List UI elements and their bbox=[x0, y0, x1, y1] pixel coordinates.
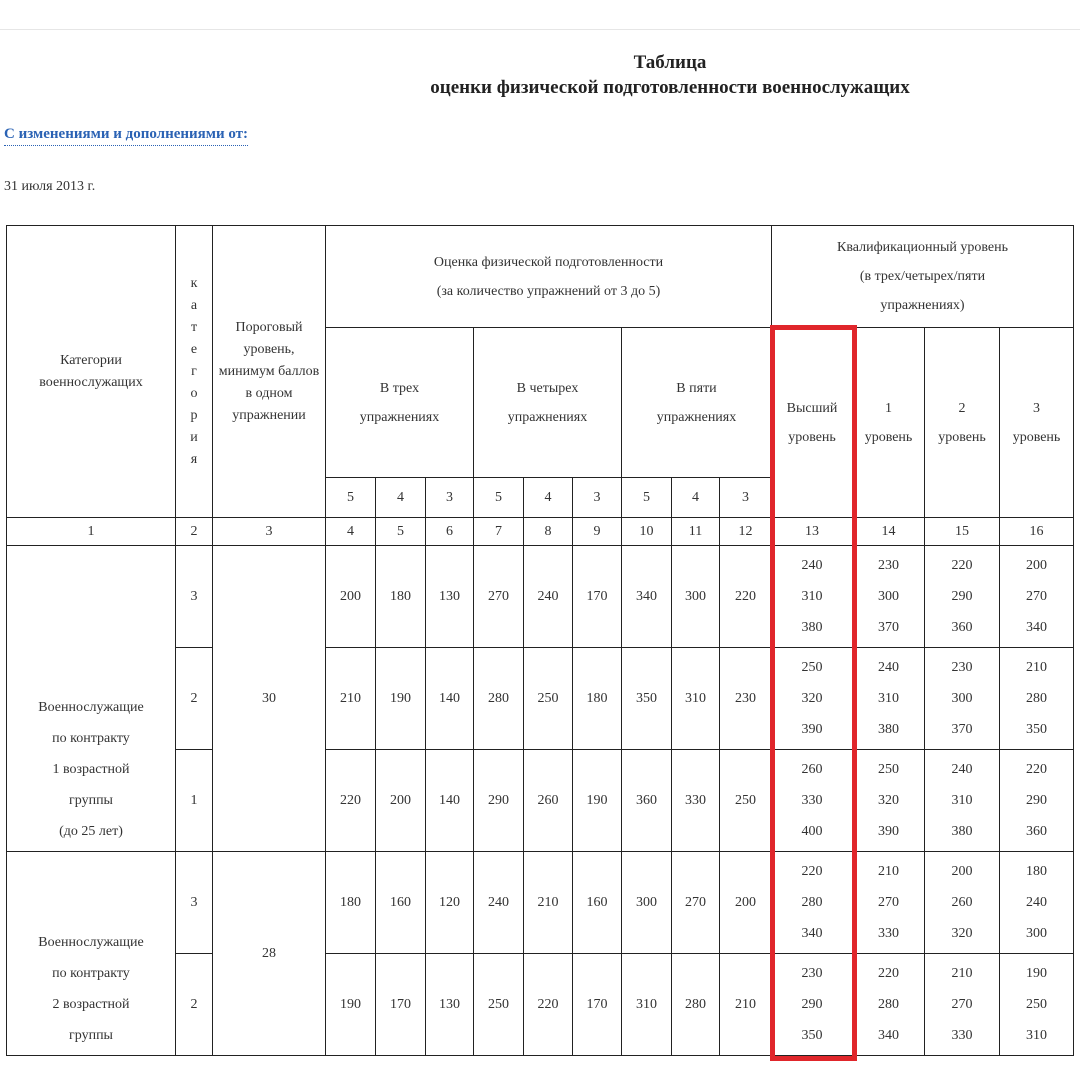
score-cell: 200 bbox=[720, 852, 772, 954]
score-cell: 250 bbox=[720, 750, 772, 852]
header-qualification-group: Квалификационный уровень (в трех/четырех/пяти упражнениях) bbox=[772, 226, 1074, 328]
qualification-value: 280 bbox=[801, 895, 823, 910]
category-cell: 2 bbox=[176, 648, 213, 750]
qualification-value: 360 bbox=[1026, 824, 1047, 839]
qualification-value: 290 bbox=[951, 589, 973, 604]
score-cell: 260 bbox=[524, 750, 573, 852]
score-cell: 160 bbox=[573, 852, 622, 954]
qualification-value: 250 bbox=[1026, 997, 1047, 1012]
threshold-cell: 30 bbox=[213, 546, 326, 852]
qualification-value: 320 bbox=[801, 691, 823, 706]
group-name-line: по контракту bbox=[52, 966, 130, 981]
qualification-value: 300 bbox=[1026, 926, 1047, 941]
changes-date: 31 июля 2013 г. bbox=[4, 179, 96, 194]
grade-header-cell: 3 bbox=[573, 478, 622, 518]
qualification-value: 240 bbox=[1026, 895, 1047, 910]
score-cell: 160 bbox=[376, 852, 426, 954]
qualification-value: 270 bbox=[951, 997, 973, 1012]
score-cell: 130 bbox=[426, 954, 474, 1056]
group-name-line: (до 25 лет) bbox=[59, 824, 123, 839]
category-letter: г bbox=[191, 363, 197, 379]
qualification-value: 360 bbox=[951, 620, 973, 635]
column-number-cell: 16 bbox=[1000, 518, 1074, 546]
category-letter: е bbox=[190, 341, 198, 357]
qualification-value: 230 bbox=[801, 966, 823, 981]
qualification-value: 370 bbox=[951, 722, 973, 737]
qualification-value: 310 bbox=[951, 793, 973, 808]
page-subtitle: оценки физической подготовленности военнослужащих bbox=[430, 77, 910, 98]
top-level-cell bbox=[772, 852, 853, 954]
qualification-value: 340 bbox=[878, 1028, 899, 1043]
changes-link[interactable]: С изменениями и дополнениями от: bbox=[4, 126, 248, 146]
table-row bbox=[7, 852, 1074, 954]
grade-header-cell: 4 bbox=[672, 478, 720, 518]
score-cell: 280 bbox=[672, 954, 720, 1056]
qualification-value: 220 bbox=[878, 966, 899, 981]
qualification-value: 320 bbox=[878, 793, 899, 808]
score-cell: 140 bbox=[426, 750, 474, 852]
score-cell: 170 bbox=[573, 954, 622, 1056]
column-number-cell: 11 bbox=[672, 518, 720, 546]
qualification-value: 280 bbox=[878, 997, 899, 1012]
column-number-cell: 4 bbox=[326, 518, 376, 546]
qualification-value: 350 bbox=[1026, 722, 1047, 737]
qualification-value: 220 bbox=[801, 864, 823, 879]
qualification-value: 230 bbox=[878, 558, 899, 573]
group-name-line: Военнослужащие bbox=[38, 700, 144, 715]
score-cell: 170 bbox=[376, 954, 426, 1056]
threshold-cell: 28 bbox=[213, 852, 326, 1056]
category-letter: и bbox=[190, 429, 198, 445]
qualification-value: 270 bbox=[878, 895, 899, 910]
grade-header-cell: 4 bbox=[376, 478, 426, 518]
qualification-value: 380 bbox=[951, 824, 973, 839]
qualification-value: 310 bbox=[1026, 1028, 1047, 1043]
column-number-cell: 9 bbox=[573, 518, 622, 546]
qualification-value: 340 bbox=[801, 926, 823, 941]
qualification-value: 390 bbox=[801, 722, 823, 737]
qualification-value: 210 bbox=[1026, 660, 1047, 675]
qualification-value: 390 bbox=[878, 824, 899, 839]
group-name-line: Военнослужащие bbox=[38, 935, 144, 950]
grade-header-cell: 5 bbox=[326, 478, 376, 518]
score-cell: 270 bbox=[474, 546, 524, 648]
qualification-value: 330 bbox=[801, 793, 823, 808]
score-cell: 360 bbox=[622, 750, 672, 852]
qualification-value: 210 bbox=[878, 864, 899, 879]
qualification-value: 340 bbox=[1026, 620, 1047, 635]
score-cell: 300 bbox=[672, 546, 720, 648]
score-cell: 250 bbox=[474, 954, 524, 1056]
qualification-value: 290 bbox=[801, 997, 823, 1012]
score-cell: 210 bbox=[326, 648, 376, 750]
column-number-cell: 1 bbox=[7, 518, 176, 546]
category-letter: т bbox=[190, 319, 198, 335]
top-level-cell bbox=[772, 648, 853, 750]
qualification-value: 310 bbox=[801, 589, 823, 604]
qualification-cell bbox=[1000, 954, 1074, 1056]
qualification-value: 380 bbox=[801, 620, 823, 635]
page-title: Таблица bbox=[633, 52, 707, 73]
header-level-2: 2 уровень bbox=[925, 328, 1000, 518]
qualification-cell bbox=[853, 750, 925, 852]
score-cell: 190 bbox=[573, 750, 622, 852]
qualification-value: 200 bbox=[1026, 558, 1047, 573]
category-letter: а bbox=[190, 297, 198, 313]
group-name-line: группы bbox=[69, 1028, 113, 1043]
score-cell: 140 bbox=[426, 648, 474, 750]
qualification-value: 240 bbox=[878, 660, 899, 675]
qualification-value: 400 bbox=[801, 824, 823, 839]
qualification-value: 190 bbox=[1026, 966, 1047, 981]
score-cell: 200 bbox=[376, 750, 426, 852]
grade-header-cell: 3 bbox=[720, 478, 772, 518]
qualification-cell bbox=[853, 546, 925, 648]
qualification-value: 350 bbox=[801, 1028, 823, 1043]
column-number-cell: 14 bbox=[853, 518, 925, 546]
header-threshold: Пороговый уровень, минимум баллов в одном упражнении bbox=[213, 226, 326, 518]
qualification-value: 210 bbox=[951, 966, 973, 981]
column-number-cell: 2 bbox=[176, 518, 213, 546]
qualification-value: 300 bbox=[951, 691, 973, 706]
qualification-value: 330 bbox=[878, 926, 899, 941]
top-level-cell bbox=[772, 546, 853, 648]
column-number-cell: 12 bbox=[720, 518, 772, 546]
column-number-cell: 7 bbox=[474, 518, 524, 546]
score-cell: 180 bbox=[326, 852, 376, 954]
category-cell: 1 bbox=[176, 750, 213, 852]
header-level-1: 1 уровень bbox=[853, 328, 925, 518]
grade-header-cell: 4 bbox=[524, 478, 573, 518]
qualification-value: 250 bbox=[801, 660, 823, 675]
score-cell: 210 bbox=[524, 852, 573, 954]
score-cell: 190 bbox=[326, 954, 376, 1056]
qualification-value: 260 bbox=[801, 762, 823, 777]
score-cell: 280 bbox=[474, 648, 524, 750]
score-cell: 330 bbox=[672, 750, 720, 852]
header-five-exercises: В пяти упражнениях bbox=[622, 328, 772, 478]
qualification-cell bbox=[1000, 648, 1074, 750]
score-cell: 340 bbox=[622, 546, 672, 648]
score-cell: 220 bbox=[326, 750, 376, 852]
qualification-cell bbox=[853, 648, 925, 750]
header-level-3: 3 уровень bbox=[1000, 328, 1074, 518]
qualification-value: 250 bbox=[878, 762, 899, 777]
group-name-line: 2 возрастной bbox=[52, 997, 130, 1012]
group-name-cell bbox=[7, 852, 176, 1056]
qualification-cell bbox=[853, 852, 925, 954]
category-letter: о bbox=[190, 385, 198, 401]
top-level-cell bbox=[772, 954, 853, 1056]
category-letter: к bbox=[190, 275, 198, 291]
column-number-cell: 5 bbox=[376, 518, 426, 546]
group-name-line: группы bbox=[69, 793, 113, 808]
score-cell: 240 bbox=[474, 852, 524, 954]
qualification-cell bbox=[853, 954, 925, 1056]
score-cell: 230 bbox=[720, 648, 772, 750]
qualification-cell bbox=[925, 954, 1000, 1056]
qualification-value: 220 bbox=[951, 558, 973, 573]
category-letter: р bbox=[190, 407, 198, 423]
qualification-cell bbox=[925, 852, 1000, 954]
column-number-cell: 8 bbox=[524, 518, 573, 546]
qualification-value: 310 bbox=[878, 691, 899, 706]
score-cell: 350 bbox=[622, 648, 672, 750]
qualification-value: 260 bbox=[951, 895, 973, 910]
qualification-value: 230 bbox=[951, 660, 973, 675]
category-letter: я bbox=[190, 451, 198, 467]
qualification-value: 380 bbox=[878, 722, 899, 737]
qualification-value: 290 bbox=[1026, 793, 1047, 808]
header-four-exercises: В четырех упражнениях bbox=[474, 328, 622, 478]
score-cell: 240 bbox=[524, 546, 573, 648]
fitness-assessment-table bbox=[6, 225, 1074, 1056]
qualification-value: 220 bbox=[1026, 762, 1047, 777]
score-cell: 270 bbox=[672, 852, 720, 954]
grade-header-cell: 5 bbox=[622, 478, 672, 518]
header-category-letters bbox=[176, 226, 213, 518]
score-cell: 170 bbox=[573, 546, 622, 648]
score-cell: 300 bbox=[622, 852, 672, 954]
header-three-exercises: В трех упражнениях bbox=[326, 328, 474, 478]
score-cell: 130 bbox=[426, 546, 474, 648]
score-cell: 290 bbox=[474, 750, 524, 852]
group-name-cell bbox=[7, 546, 176, 852]
qualification-cell bbox=[925, 750, 1000, 852]
header-categories: Категории военнослужащих bbox=[7, 226, 176, 518]
column-number-cell: 13 bbox=[772, 518, 853, 546]
score-cell: 180 bbox=[573, 648, 622, 750]
column-number-cell: 6 bbox=[426, 518, 474, 546]
score-cell: 180 bbox=[376, 546, 426, 648]
qualification-value: 330 bbox=[951, 1028, 973, 1043]
grade-header-cell: 5 bbox=[474, 478, 524, 518]
grade-header-cell: 3 bbox=[426, 478, 474, 518]
qualification-value: 280 bbox=[1026, 691, 1047, 706]
column-number-cell: 10 bbox=[622, 518, 672, 546]
table-row bbox=[7, 546, 1074, 648]
column-number-cell: 3 bbox=[213, 518, 326, 546]
qualification-cell bbox=[925, 546, 1000, 648]
qualification-value: 200 bbox=[951, 864, 973, 879]
score-cell: 310 bbox=[622, 954, 672, 1056]
column-number-cell: 15 bbox=[925, 518, 1000, 546]
top-divider bbox=[0, 29, 1080, 30]
group-name-line: по контракту bbox=[52, 731, 130, 746]
qualification-value: 320 bbox=[951, 926, 973, 941]
score-cell: 310 bbox=[672, 648, 720, 750]
score-cell: 250 bbox=[524, 648, 573, 750]
qualification-value: 300 bbox=[878, 589, 899, 604]
score-cell: 220 bbox=[720, 546, 772, 648]
qualification-value: 240 bbox=[801, 558, 823, 573]
header-score-group: Оценка физической подготовленности (за количество упражнений от 3 до 5) bbox=[326, 226, 772, 328]
qualification-value: 180 bbox=[1026, 864, 1047, 879]
score-cell: 120 bbox=[426, 852, 474, 954]
score-cell: 200 bbox=[326, 546, 376, 648]
qualification-cell bbox=[1000, 852, 1074, 954]
header-top-level: Высший уровень bbox=[772, 328, 853, 518]
qualification-cell bbox=[925, 648, 1000, 750]
qualification-value: 270 bbox=[1026, 589, 1047, 604]
qualification-value: 370 bbox=[878, 620, 899, 635]
category-cell: 3 bbox=[176, 546, 213, 648]
score-cell: 190 bbox=[376, 648, 426, 750]
top-level-cell bbox=[772, 750, 853, 852]
score-cell: 220 bbox=[524, 954, 573, 1056]
group-name-line: 1 возрастной bbox=[52, 762, 130, 777]
category-cell: 2 bbox=[176, 954, 213, 1056]
qualification-cell bbox=[1000, 546, 1074, 648]
qualification-value: 240 bbox=[951, 762, 973, 777]
qualification-cell bbox=[1000, 750, 1074, 852]
score-cell: 210 bbox=[720, 954, 772, 1056]
category-cell: 3 bbox=[176, 852, 213, 954]
